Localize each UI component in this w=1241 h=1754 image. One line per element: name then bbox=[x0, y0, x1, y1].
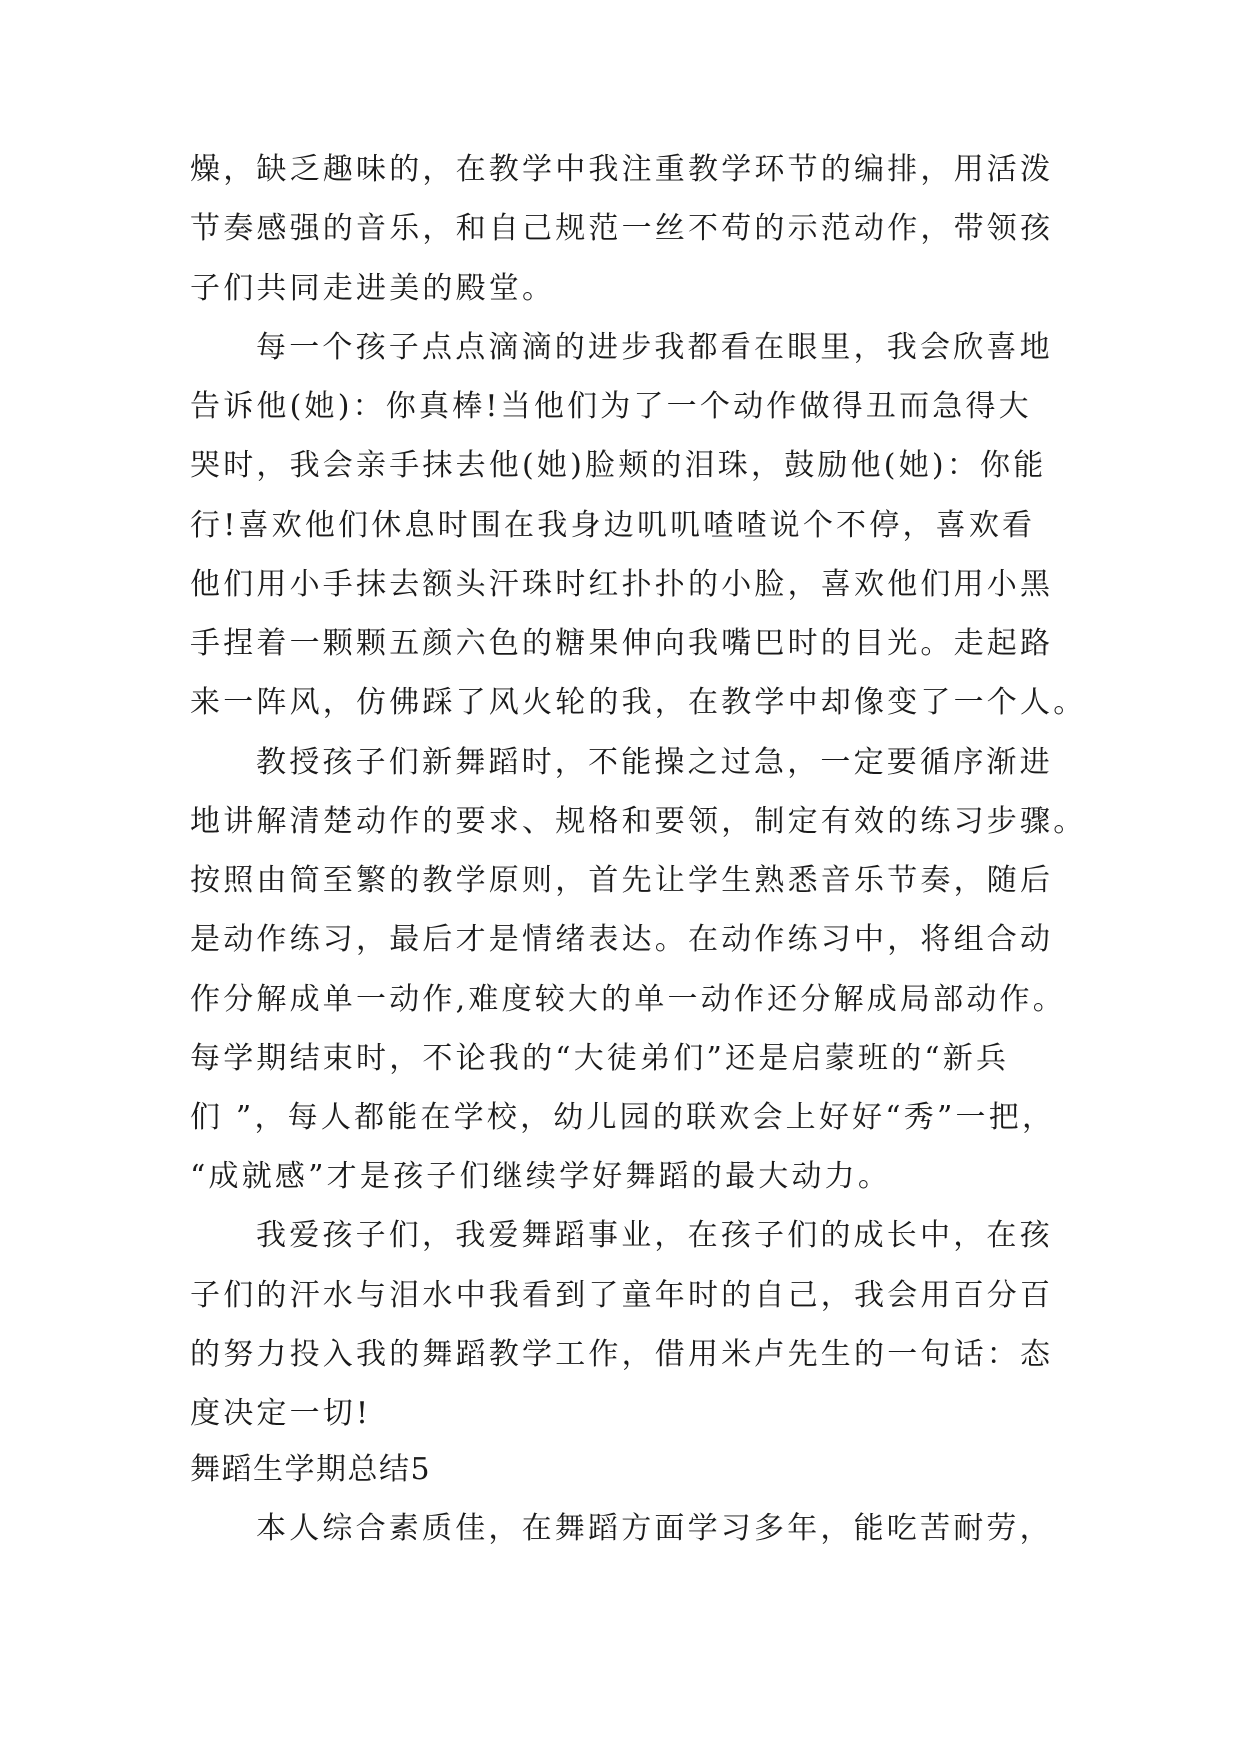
paragraph-line: 教授孩子们新舞蹈时，不能操之过急，一定要循序渐进 bbox=[256, 745, 1053, 780]
paragraph-line: 行!喜欢他们休息时围在我身边叽叽喳喳说个不停，喜欢看 bbox=[190, 508, 1036, 543]
paragraph-line: 是动作练习，最后才是情绪表达。在动作练习中，将组合动 bbox=[190, 922, 1054, 957]
paragraph-line: 地讲解清楚动作的要求、规格和要领，制定有效的练习步骤。 bbox=[190, 804, 1087, 839]
paragraph-line: 他们用小手抹去额头汗珠时红扑扑的小脸，喜欢他们用小黑 bbox=[190, 567, 1054, 602]
paragraph-line: 我爱孩子们，我爱舞蹈事业，在孩子们的成长中，在孩 bbox=[256, 1218, 1053, 1253]
section-heading: 舞蹈生学期总结5 bbox=[190, 1452, 432, 1487]
paragraph-line: 度决定一切! bbox=[190, 1396, 372, 1431]
paragraph-line: 子们的汗水与泪水中我看到了童年时的自己，我会用百分百 bbox=[190, 1278, 1054, 1313]
paragraph-line: 的努力投入我的舞蹈教学工作，借用米卢先生的一句话：态 bbox=[190, 1337, 1054, 1372]
paragraph-line: 节奏感强的音乐，和自己规范一丝不苟的示范动作，带领孩 bbox=[190, 211, 1054, 246]
paragraph-line: 作分解成单一动作,难度较大的单一动作还分解成局部动作。 bbox=[190, 982, 1066, 1017]
paragraph-line: 告诉他(她)：你真棒!当他们为了一个动作做得丑而急得大 bbox=[190, 389, 1032, 424]
paragraph-line: 们 ”，每人都能在学校，幼儿园的联欢会上好好“秀”一把， bbox=[190, 1100, 1056, 1135]
paragraph-line: 每一个孩子点点滴滴的进步我都看在眼里，我会欣喜地 bbox=[256, 330, 1053, 365]
paragraph-line: 本人综合素质佳，在舞蹈方面学习多年，能吃苦耐劳， bbox=[256, 1511, 1053, 1546]
paragraph-line: 每学期结束时，不论我的“大徒弟们”还是启蒙班的“新兵 bbox=[190, 1041, 1010, 1076]
paragraph-line: 手捏着一颗颗五颜六色的糖果伸向我嘴巴时的目光。走起路 bbox=[190, 626, 1054, 661]
paragraph-line: 哭时，我会亲手抹去他(她)脸颊的泪珠，鼓励他(她)：你能 bbox=[190, 448, 1047, 483]
paragraph-line: “成就感”才是孩子们继续学好舞蹈的最大动力。 bbox=[190, 1159, 892, 1194]
paragraph-line: 燥，缺乏趣味的，在教学中我注重教学环节的编排，用活泼 bbox=[190, 152, 1054, 187]
paragraph-line: 按照由简至繁的教学原则，首先让学生熟悉音乐节奏，随后 bbox=[190, 863, 1054, 898]
paragraph-line: 子们共同走进美的殿堂。 bbox=[190, 271, 556, 306]
paragraph-line: 来一阵风，仿佛踩了风火轮的我，在教学中却像变了一个人。 bbox=[190, 685, 1087, 720]
